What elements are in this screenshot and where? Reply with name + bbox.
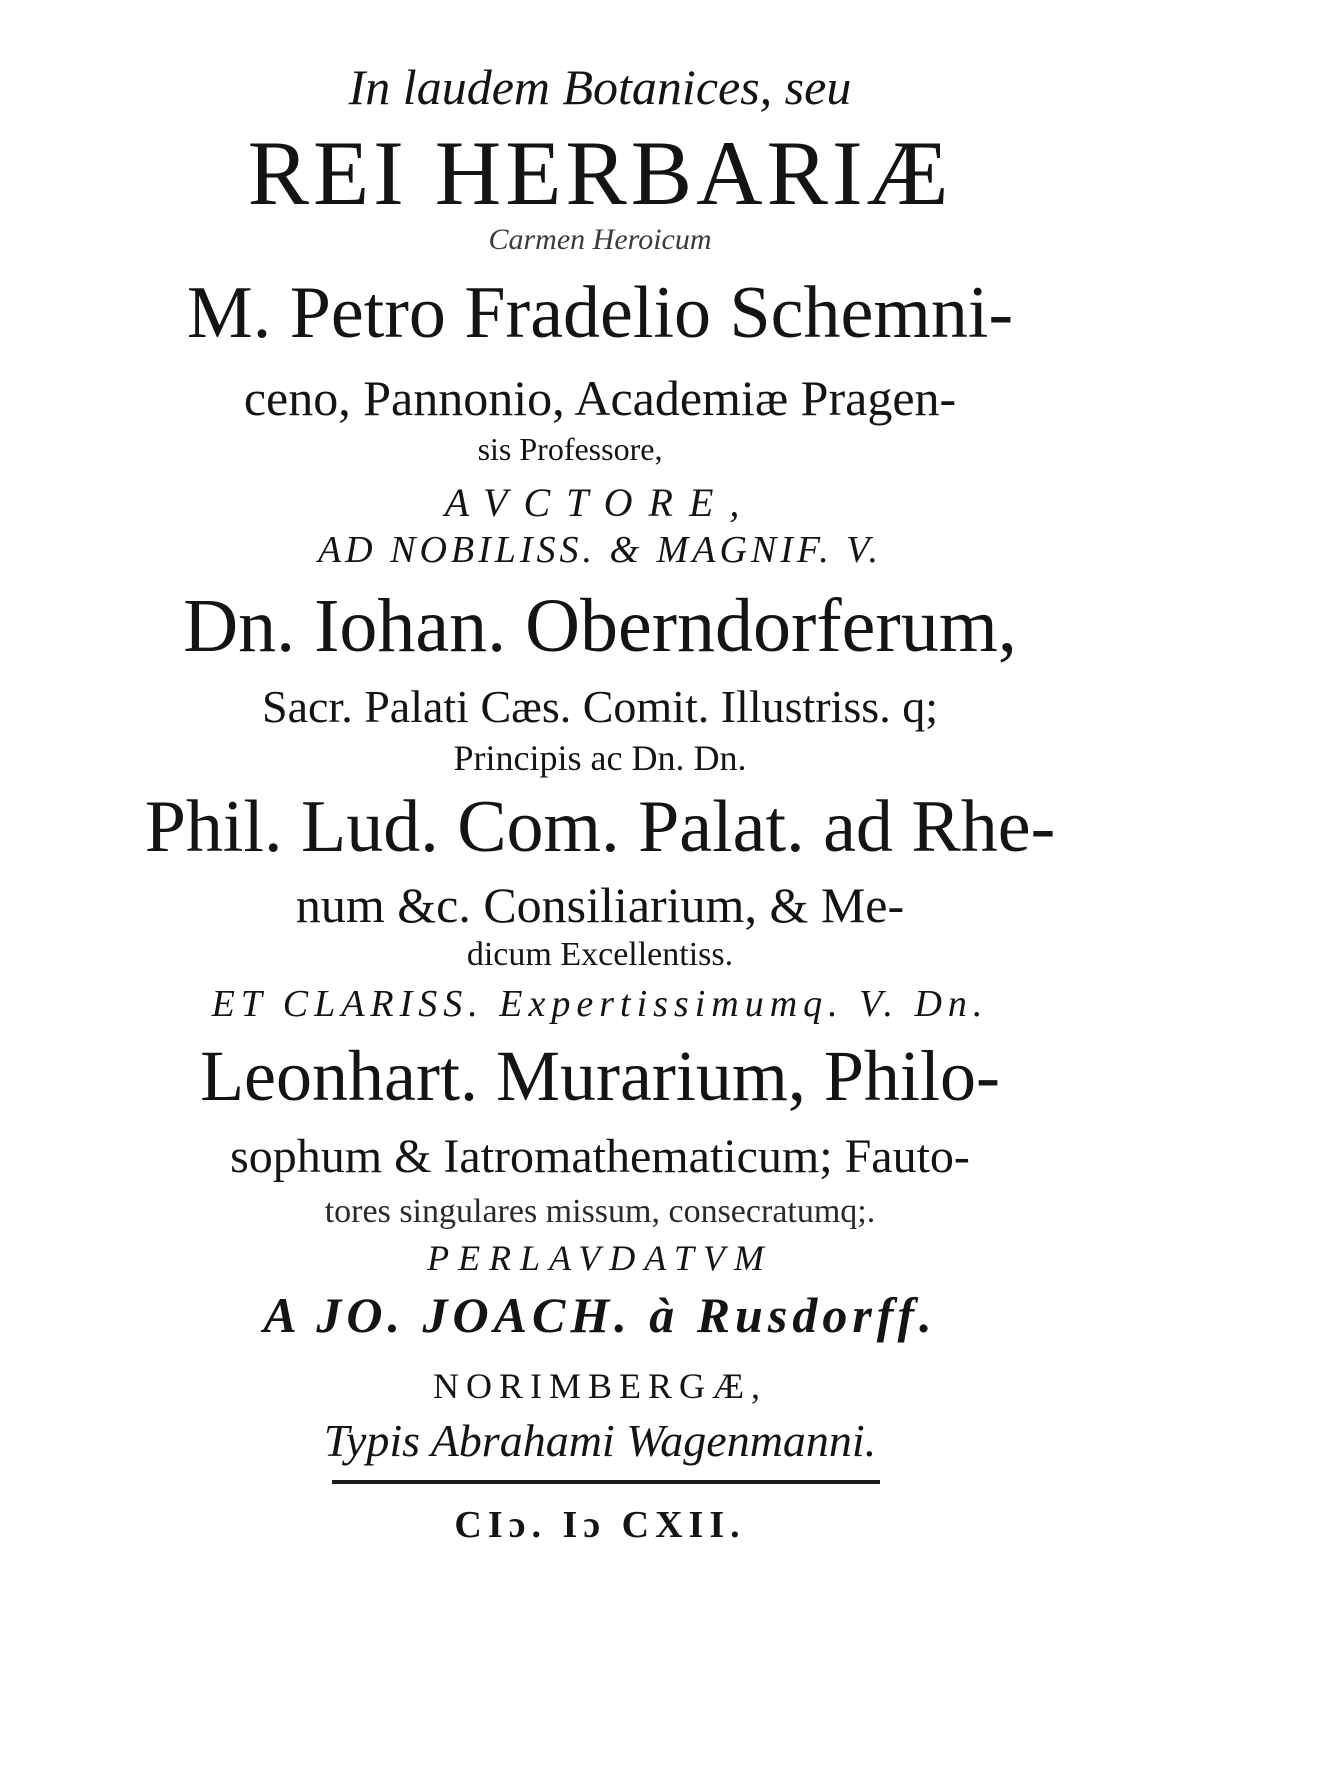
dedicatee-1-name: Dn. Iohan. Oberndorferum,: [183, 584, 1017, 668]
imprint-place: NORIMBERGÆ,: [432, 1366, 768, 1406]
author-line-3: sis Professore,: [477, 431, 663, 467]
dedicatee-1-title-line-2: Principis ac Dn. Dn.: [453, 738, 747, 778]
title-line-in-laudem: In laudem Botanices, seu: [348, 59, 852, 115]
dedication-line: AD NOBILISS. & MAGNIF. V.: [317, 529, 883, 571]
author-line-1: M. Petro Fradelio Schemni-: [186, 272, 1014, 354]
imprint-year: CIɔ. Iɔ CXII.: [454, 1504, 746, 1546]
et-clariss-line: ET CLARISS. Expertissimumq. V. Dn.: [211, 983, 989, 1025]
dedicatee-1-title-line-4: num &c. Consiliarium, & Me-: [295, 877, 905, 933]
main-title-rei-herbariae: REI HERBARIÆ: [247, 122, 953, 224]
dedicatee-1-title-line-1: Sacr. Palati Cæs. Comit. Illustriss. q;: [262, 681, 938, 732]
imprint-divider: [332, 1480, 880, 1484]
dedicatee-2-title-line-1: sophum & Iatromathematicum; Fauto-: [230, 1130, 970, 1183]
author-line-2: ceno, Pannonio, Academiæ Pragen-: [243, 370, 957, 426]
dedicatee-1-title-line-3: Phil. Lud. Com. Palat. ad Rhe-: [144, 786, 1056, 868]
dedicatee-2-name: Leonhart. Murarium, Philo-: [200, 1036, 1000, 1116]
dedicatee-1-title-line-5: dicum Excellentiss.: [466, 936, 734, 973]
praiser-name: A JO. JOACH. à Rusdorff.: [263, 1287, 937, 1343]
dedicatee-2-title-line-2: tores singulares missum, consecratumq;.: [324, 1193, 876, 1230]
subtitle-carmen-heroicum: Carmen Heroicum: [488, 223, 712, 256]
auctore-line: AVCTORE,: [444, 480, 756, 525]
perlaudatum-line: PERLAVDATVM: [427, 1238, 773, 1278]
imprint-printer: Typis Abrahami Wagenmanni.: [323, 1415, 877, 1466]
